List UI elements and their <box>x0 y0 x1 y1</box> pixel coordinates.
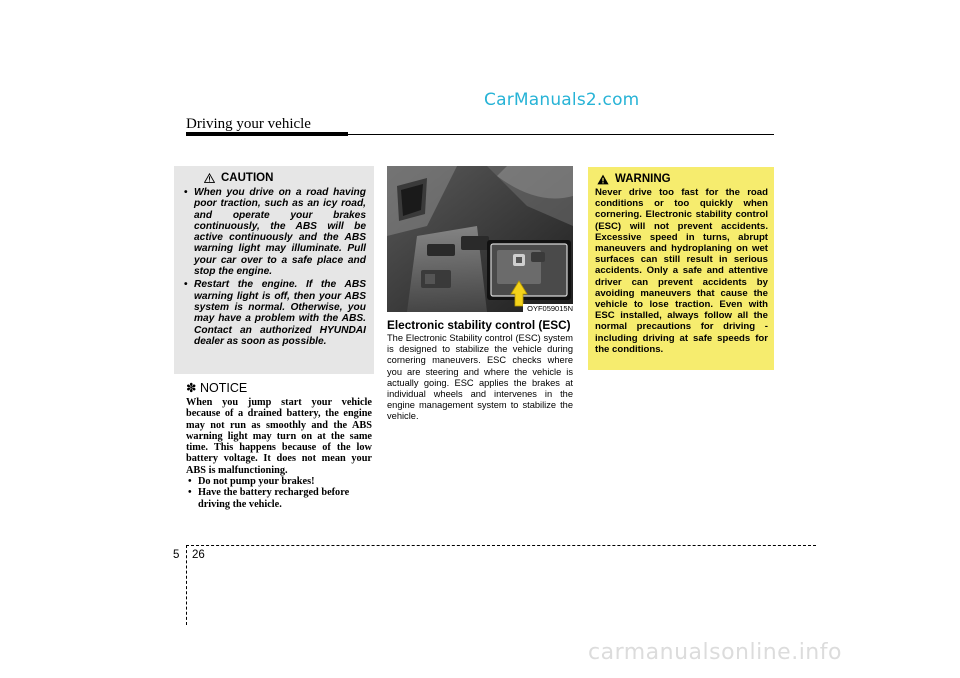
esc-body: The Electronic Stability control (ESC) system is designed to stabilize the vehicle during cornering maneuvers. ESC checks where you are steering and where the vehicle is actually going. ESC applies the brakes at individual wheels and intervenes in the engine management system to stabilize the vehicle. <box>387 333 573 422</box>
caution-title: CAUTION <box>221 172 274 184</box>
notice-item-1: • Do not pump your brakes! <box>186 476 372 487</box>
dashboard-illustration <box>387 166 573 312</box>
notice-item-2: • Have the battery recharged before driving the vehicle. <box>186 487 372 510</box>
watermark-logo-top: CarManuals2.com <box>484 90 640 110</box>
caution-list <box>182 187 366 347</box>
notice-block <box>186 380 372 510</box>
warning-title: WARNING <box>615 173 671 185</box>
caution-triangle-icon <box>204 173 215 183</box>
header-rule-thick <box>186 132 348 136</box>
caution-item-1: • When you drive on a road having poor traction, such as an icy road, and operate your brakes continuously, the ABS will be active continuously and the ABS warning light may illuminate. Pull your car over to a safe place and stop the engine. <box>182 187 366 277</box>
page-number: 26 <box>192 549 205 561</box>
esc-heading: Electronic stability control (ESC) <box>387 318 571 332</box>
notice-list <box>186 476 372 510</box>
footer-vertical-rule <box>186 545 187 625</box>
figure-code: OYF059015N <box>523 304 573 314</box>
caution-box <box>174 166 374 374</box>
esc-photo <box>387 166 573 312</box>
notice-symbol-icon: ✽ <box>186 381 197 395</box>
header-rule-thin <box>348 134 774 135</box>
warning-body: Never drive too fast for the road conditions or too quickly when cornering. Electronic stability control (ESC) will not prevent accidents. Excessive speed in turns, abrupt maneuvers and hydroplaning on wet surfaces can still result in serious accidents. Only a safe and attentive driver can prevent accidents by avoiding maneuvers that cause the vehicle to lose traction. Even with ESC installed, always follow all the normal precautions for driving - including driving at safe speeds for the conditions. <box>595 187 768 355</box>
caution-heading <box>204 172 366 184</box>
watermark-logo-bottom: carmanualsonline.info <box>588 640 842 665</box>
warning-triangle-icon <box>597 174 609 185</box>
warning-box <box>588 167 774 370</box>
chapter-number: 5 <box>173 549 180 561</box>
section-title: Driving your vehicle <box>186 116 311 132</box>
caution-item-2: • Restart the engine. If the ABS warning light is off, then your ABS system is normal. Otherwise, you may have a problem with the ABS. Contact an authorized HYUNDAI dealer as soon as possible. <box>182 279 366 347</box>
warning-heading <box>597 173 768 185</box>
notice-body: When you jump start your vehicle because of a drained battery, the engine may not run as smoothly and the ABS warning light may turn on at the same time. This happens because of the low battery voltage. It does not mean your ABS is malfunctioning. <box>186 397 372 476</box>
notice-heading <box>186 380 372 395</box>
footer-rule <box>186 545 816 546</box>
notice-title: NOTICE <box>199 381 248 395</box>
